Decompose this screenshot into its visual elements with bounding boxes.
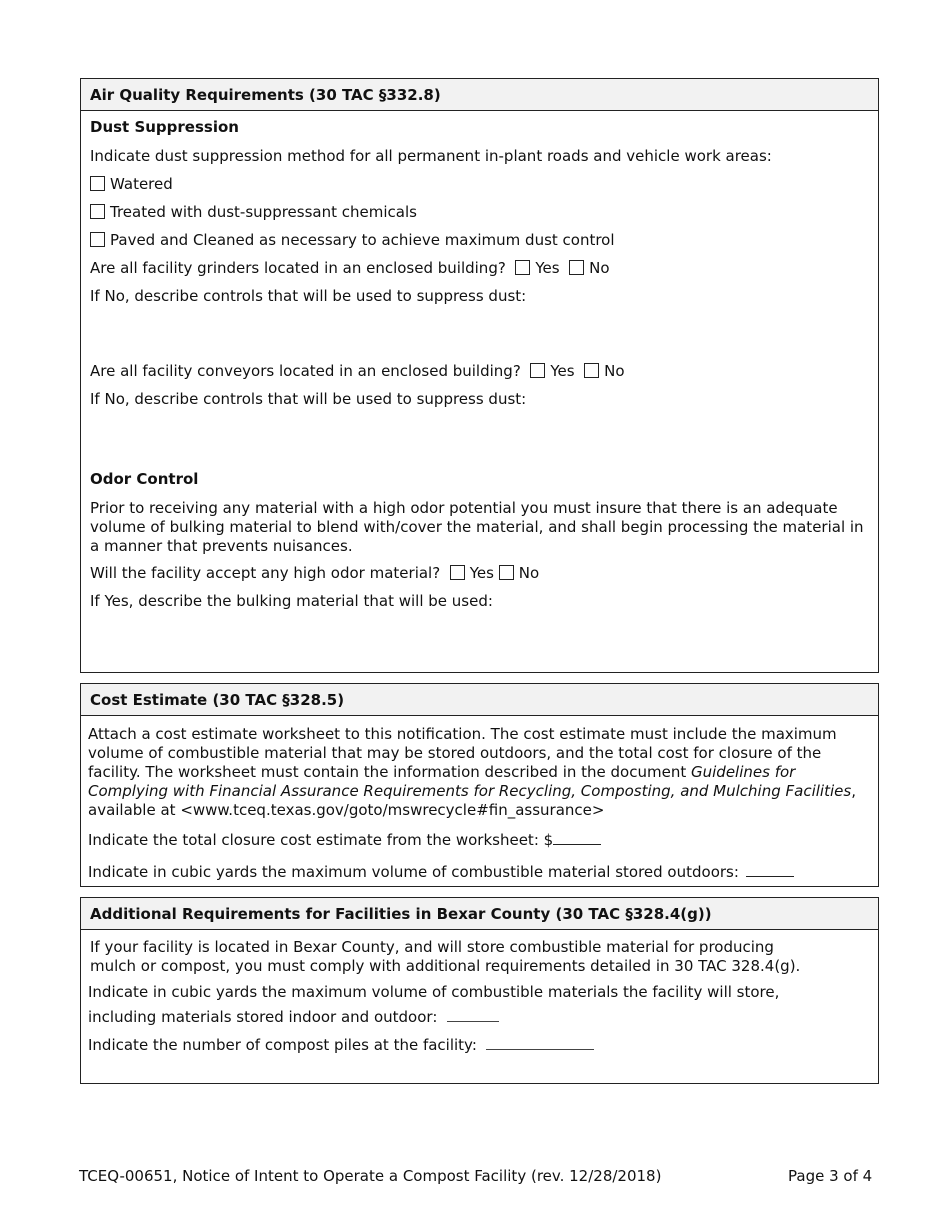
closure-cost-field[interactable] [553, 829, 601, 845]
conveyors-yes-checkbox[interactable] [530, 363, 545, 378]
compost-piles-row [88, 1034, 594, 1055]
cost-estimate-text [88, 725, 872, 820]
dust-suppression-title: Dust Suppression [90, 118, 239, 136]
odor-yes-checkbox[interactable] [450, 565, 465, 580]
treated-label: Treated with dust-suppressant chemicals [110, 203, 417, 221]
odor-question-row [90, 564, 539, 583]
grinders-question-row [90, 259, 610, 278]
watered-checkbox[interactable] [90, 176, 105, 191]
bexar-text-line-2: mulch or compost, you must comply with additional requirements detailed in 30 TAC 328.4(g). [90, 957, 801, 975]
bexar-volume-line-1: Indicate in cubic yards the maximum volume of combustible materials the facility will store, [88, 983, 780, 1001]
option-paved [90, 231, 615, 250]
grinders-no-checkbox[interactable] [569, 260, 584, 275]
odor-question: Will the facility accept any high odor material? [90, 564, 441, 582]
footer-form-id: TCEQ-00651, Notice of Intent to Operate a Compost Facility (rev. 12/28/2018) [79, 1167, 662, 1185]
cost-text-a: Attach a cost estimate worksheet to this notification. The cost estimate must include the maximum volume of combustible material that may be stored outdoors, and the total cost for closure of the facility. The worksheet must contain the information described in the document [88, 725, 837, 781]
conveyors-yes-label: Yes [550, 362, 575, 380]
outdoor-volume-field[interactable] [746, 861, 794, 877]
conveyors-no-label: No [604, 362, 625, 380]
outdoor-volume-row [88, 861, 794, 882]
odor-control-text: Prior to receiving any material with a high odor potential you must insure that there is an adequate volume of bulking material to blend with/cover the material, and shall begin processing the material in a manner that prevents nuisances. [90, 499, 864, 555]
closure-cost-row [88, 829, 601, 850]
grinders-if-no: If No, describe controls that will be used to suppress dust: [90, 287, 527, 305]
conveyors-question-row [90, 362, 625, 381]
paved-checkbox[interactable] [90, 232, 105, 247]
bexar-volume-label: including materials stored indoor and outdoor: [88, 1008, 438, 1026]
watered-label: Watered [110, 175, 173, 193]
cost-text-b: , available at <www.tceq.texas.gov/goto/mswrecycle#fin_assurance> [88, 782, 856, 819]
option-watered [90, 175, 173, 194]
paved-label: Paved and Cleaned as necessary to achieve maximum dust control [110, 231, 615, 249]
conveyors-if-no: If No, describe controls that will be used to suppress dust: [90, 390, 527, 408]
grinders-question: Are all facility grinders located in an enclosed building? [90, 259, 506, 277]
option-treated [90, 203, 417, 222]
grinders-yes-label: Yes [535, 259, 560, 277]
outdoor-volume-label: Indicate in cubic yards the maximum volume of combustible material stored outdoors: [88, 863, 739, 881]
grinders-yes-checkbox[interactable] [515, 260, 530, 275]
compost-piles-label: Indicate the number of compost piles at the facility: [88, 1036, 477, 1054]
cost-estimate-header: Cost Estimate (30 TAC §328.5) [81, 684, 878, 716]
odor-yes-label: Yes [469, 564, 494, 582]
bexar-text-line-1: If your facility is located in Bexar County, and will store combustible material for producing [90, 938, 774, 956]
odor-no-checkbox[interactable] [499, 565, 514, 580]
cost-text-guidelines: Guidelines for Complying with Financial Assurance Requirements for Recycling, Composting, and Mulching Facilities [88, 763, 852, 800]
cost-estimate-section [80, 683, 879, 887]
compost-piles-field[interactable] [486, 1034, 594, 1050]
footer-page-number: Page 3 of 4 [788, 1167, 873, 1185]
odor-if-yes: If Yes, describe the bulking material that will be used: [90, 592, 493, 610]
conveyors-question: Are all facility conveyors located in an enclosed building? [90, 362, 521, 380]
grinders-no-label: No [589, 259, 610, 277]
closure-cost-label: Indicate the total closure cost estimate from the worksheet: $ [88, 831, 554, 849]
odor-control-title: Odor Control [90, 470, 199, 488]
air-quality-section [80, 78, 879, 673]
dust-prompt: Indicate dust suppression method for all permanent in-plant roads and vehicle work areas: [90, 147, 772, 165]
conveyors-no-checkbox[interactable] [584, 363, 599, 378]
odor-no-label: No [518, 564, 540, 582]
bexar-county-header: Additional Requirements for Facilities in Bexar County (30 TAC §328.4(g)) [81, 898, 878, 930]
air-quality-header: Air Quality Requirements (30 TAC §332.8) [81, 79, 878, 111]
bexar-volume-field[interactable] [447, 1006, 499, 1022]
treated-checkbox[interactable] [90, 204, 105, 219]
bexar-volume-row [88, 1006, 499, 1027]
bexar-county-section [80, 897, 879, 1084]
